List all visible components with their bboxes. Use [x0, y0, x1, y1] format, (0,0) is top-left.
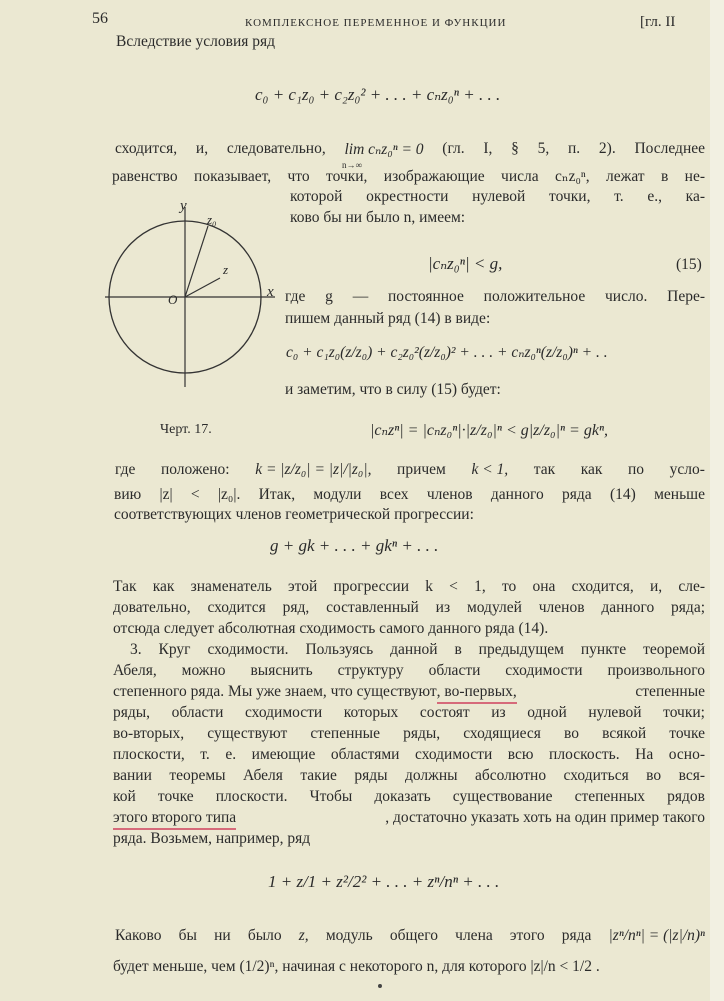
term-modulus-formula: |zⁿ/nⁿ| = (|z|/n)ⁿ [608, 927, 705, 944]
word: так [533, 461, 556, 478]
formula-inequality: |cₙz₀ⁿ| < g, [428, 254, 503, 273]
text-line: соответствующих членов геометрической прогрессии: [114, 506, 474, 523]
text-line [115, 461, 705, 479]
text-line: Вследствие условия ряд [116, 33, 276, 50]
word: z, [298, 927, 309, 944]
text-line: будет меньше, чем (1/2)ⁿ, начиная с некоторого n, для которого |z|/n < 1/2 . [113, 958, 600, 975]
text-line: довательно, сходится ряд, составленный из модулей членов данного ряда; [113, 599, 705, 616]
word: 5, [537, 140, 550, 157]
figure-caption: Черт. 17. [160, 422, 212, 437]
text-line: которой окрестности нулевой точки, т. е., ка- [290, 188, 705, 205]
word: (гл. [442, 140, 465, 157]
text-line: Абеля, можно выяснить структуру области сходимости произвольного [113, 662, 705, 679]
text-segment: степенного ряда. Мы уже знаем, что существуют [113, 683, 437, 700]
axis-label-y: y [180, 198, 187, 214]
formula-estimate: |cₙzⁿ| = |cₙz₀ⁿ|·|z/z₀|ⁿ < g|z/z₀|ⁿ = gkⁿ, [370, 422, 608, 439]
text-line: кой точке плоскости. Чтобы доказать существование степенных рядов [113, 788, 705, 805]
word: бы [178, 927, 197, 944]
text-segment: , достаточно указать хоть на один пример такого [385, 809, 705, 826]
word: 2). [598, 140, 616, 157]
page-edge [710, 0, 724, 1001]
text-line [115, 140, 705, 159]
word: этого [509, 927, 545, 944]
text-line: во-вторых, существуют степенные ряды, сходящиеся во всякой точке [113, 725, 705, 742]
formula-series: c₀ + c₁z₀ + c₂z₀² + . . . + cₙz₀ⁿ + . . . [255, 85, 501, 104]
text-line: вании теоремы Абеля такие ряды должны абсолютно сходиться во вся- [113, 767, 705, 784]
word: причем [397, 461, 446, 478]
text-line: Так как знаменатель этой прогрессии k < 1, то она сходится, и, сле- [113, 578, 705, 595]
word: модуль [325, 927, 373, 944]
text-line: равенство показывает, что точки, изображающие числа cₙz₀ⁿ, лежат в не- [112, 168, 705, 185]
word: члена [455, 927, 493, 944]
word: Каково [115, 927, 162, 944]
running-title: КОМПЛЕКСНОЕ ПЕРЕМЕННОЕ И ФУНКЦИИ [245, 17, 507, 29]
word: Последнее [634, 140, 705, 157]
z-label: z [223, 262, 229, 277]
annotated-underline: , во-первых, [437, 683, 517, 704]
text-segment: степенные [631, 683, 705, 700]
text-line: ково бы ни было n, имеем: [290, 209, 466, 226]
text-line: ряды, области сходимости которых состоят из одной нулевой точки; [113, 704, 705, 721]
ink-dot [378, 984, 382, 988]
word: по [628, 461, 645, 478]
word: и, [195, 140, 209, 157]
word: положено: [160, 461, 230, 478]
text-line: где g — постоянное положительное число. Пере- [285, 288, 705, 305]
text-line [113, 809, 705, 830]
word: усло- [669, 461, 705, 478]
chapter-ref: [гл. II [640, 14, 676, 30]
k-inequality: k < 1, [471, 461, 509, 478]
figure-circle-diagram [100, 195, 290, 395]
word: ни [214, 927, 231, 944]
formula-geometric-progression: g + gk + . . . + gkⁿ + . . . [270, 536, 439, 555]
word: ряда [561, 927, 592, 944]
text-line: отсюда следует абсолютная сходимость самого данного ряда (14). [113, 620, 549, 637]
equation-number: (15) [676, 256, 702, 273]
word: I, [483, 140, 493, 157]
word: п. [568, 140, 581, 157]
text-line: пишем данный ряд (14) в виде: [285, 310, 491, 327]
k-definition: k = |z/z₀| = |z|/|z₀|, [255, 461, 372, 478]
axis-label-x: x [267, 284, 274, 300]
word: как [580, 461, 603, 478]
text-line [115, 927, 705, 945]
word: где [115, 461, 136, 478]
limit-subscript: n→∞ [342, 160, 362, 170]
section-heading-line: 3. Круг сходимости. Пользуясь данной в предыдущем пункте теоремой [130, 641, 705, 658]
page-number: 56 [92, 10, 108, 27]
formula-example-series: 1 + z/1 + z²/2² + . . . + zⁿ/nⁿ + . . . [268, 872, 500, 891]
word: § [511, 140, 519, 157]
text-line: и заметим, что в силу (15) будет: [285, 381, 501, 398]
formula-rewritten-series: c₀ + c₁z₀(z/z₀) + c₂z₀²(z/z₀)² + . . . + cₙz₀ⁿ(z/z₀)ⁿ + . . [286, 344, 608, 361]
word: было [247, 927, 282, 944]
origin-label: O [168, 292, 178, 307]
word: общего [389, 927, 439, 944]
text-line: ряда. Возьмем, например, ряд [113, 830, 311, 847]
text-line: вию |z| < |z₀|. Итак, модули всех членов данного ряда (14) меньше [114, 486, 705, 503]
limit-formula: lim cₙz₀ⁿ = 0 [344, 141, 424, 158]
word: сходится, [115, 140, 178, 157]
word: следовательно, [226, 140, 326, 157]
annotated-underline: этого второго типа [113, 809, 236, 830]
z0-label: z₀ [207, 212, 217, 227]
text-line: плоскости, т. е. имеющие областями сходимости всю плоскость. На осно- [113, 746, 705, 763]
text-line [113, 683, 705, 704]
